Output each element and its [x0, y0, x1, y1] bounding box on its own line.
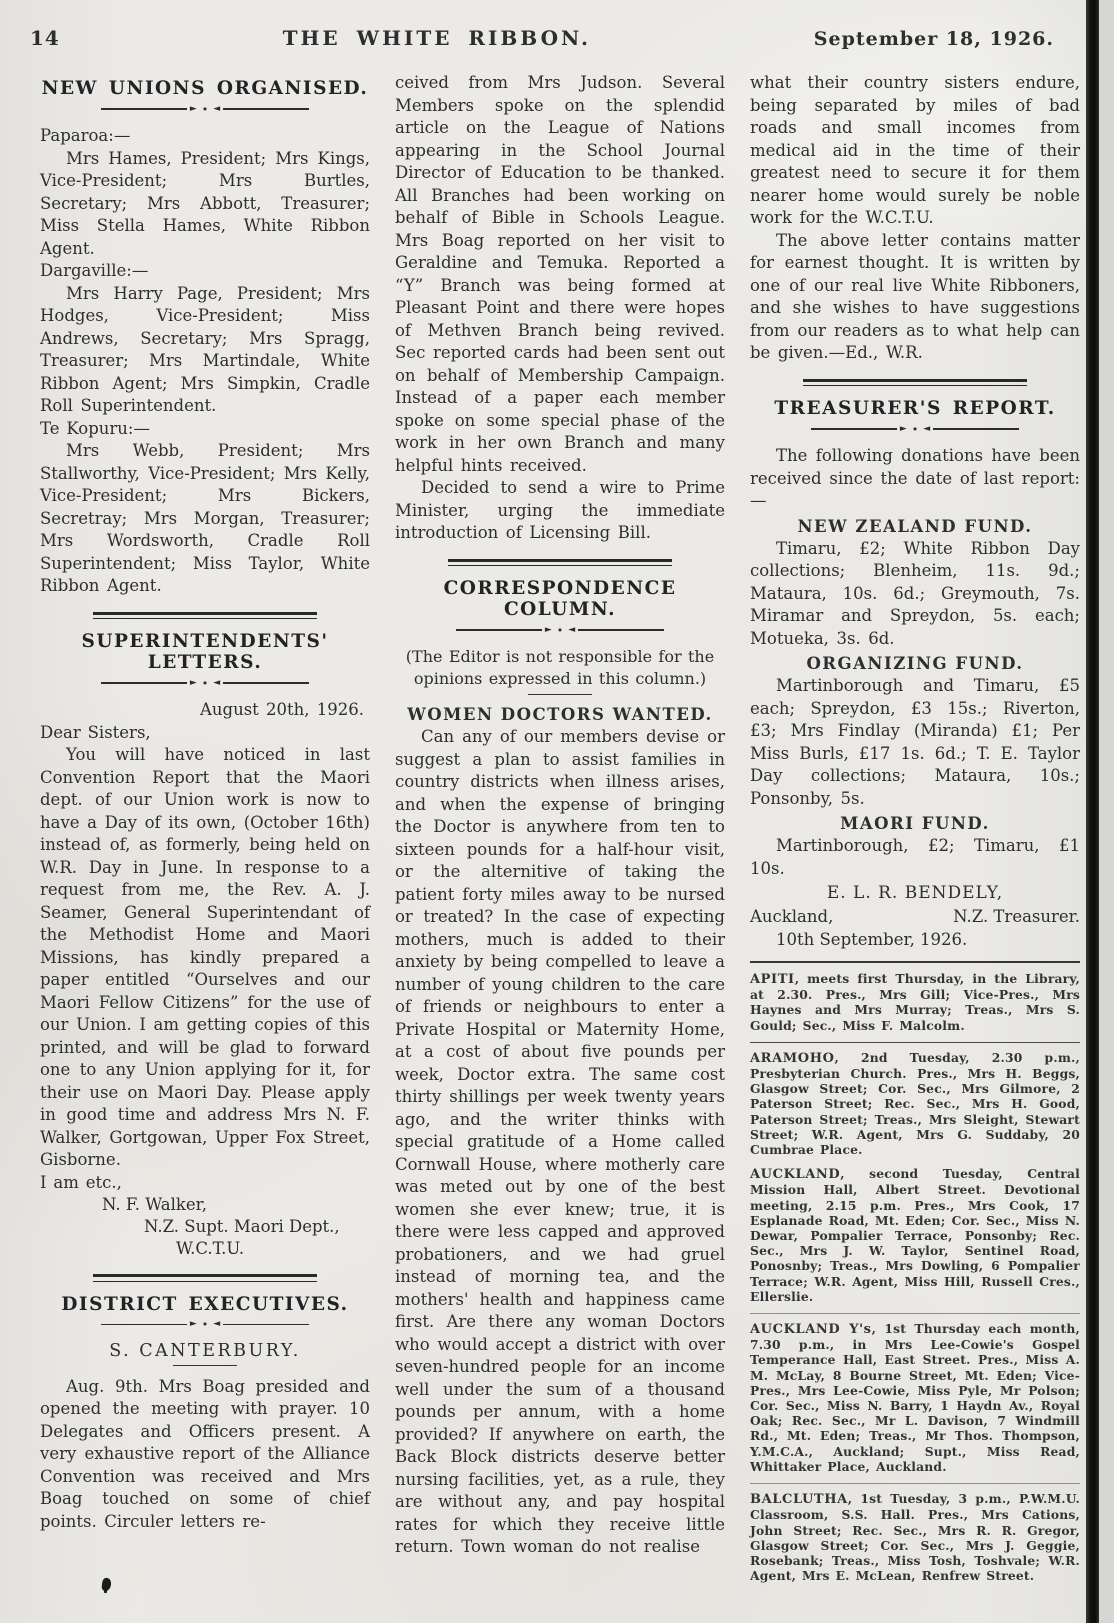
flourish-arrow-icon: ◄	[213, 103, 221, 114]
section-title-superintendents-letters: SUPERINTENDENTS' LETTERS.	[81, 631, 329, 673]
flourish-line	[101, 682, 187, 684]
flourish-arrow-icon: ►	[189, 1319, 197, 1329]
directory-entry-text: , second Tuesday, Central Mission Hall, Albert Street. Devotional meeting, 2.15 p.m. Pres., Mrs Cook, 17 Esplanade Road, Mt. Eden; Cor. Sec., Miss N. Dewar, Pompalier Terrace, Ponsonby; Rec. Sec., Mrs J. W. Taylor, Sentinel Road, Ponosnby; Treas., Mrs Dowling, 6 Pompalier Terrace; W.R. Agent, Miss Hill, Russell Cres., Ellerslie.	[750, 1166, 1080, 1304]
flourish-dot-icon: •	[201, 102, 209, 116]
flourish-line	[578, 629, 664, 631]
subheading-rule	[173, 1365, 237, 1366]
treasurer-signature-name: E. L. R. BENDELY,	[826, 883, 1004, 903]
section-divider-double-rule	[93, 612, 317, 620]
flourish-arrow-icon: ◄	[213, 677, 221, 688]
letter-closing: I am etc.,	[40, 1172, 122, 1192]
editor-note-paragraph: The above letter contains matter for earnest thought. It is written by one of our real live White Ribboners, and she wishes to have suggestions from our readers as to what help can be given.—Ed., W.R.	[750, 230, 1080, 362]
flourish-dot-icon: •	[201, 676, 209, 690]
article-title-women-doctors: WOMEN DOCTORS WANTED.	[407, 705, 713, 724]
heading-flourish	[58, 103, 352, 115]
directory-entry-name: APITI	[750, 972, 795, 987]
union-place-label: Dargaville:—	[40, 261, 149, 280]
wire-paragraph: Decided to send a wire to Prime Minister, urging the immediate introduction of Licensing Bill.	[395, 478, 725, 542]
treasurer-signature-date: 10th September, 1926.	[776, 930, 968, 949]
fund-donations-organizing: Martinborough and Timaru, £5 each; Spreydon, £3 15s.; Riverton, £3; Mrs Findlay (Miranda) £1; Per Miss Burls, £17 1s. 6d.; T. E. Taylor Day collections; Mataura, 10s.; Ponsonby, 5s.	[750, 676, 1080, 808]
union-officers-paragraph: Mrs Webb, President; Mrs Stallworthy, Vice-President; Mrs Kelly, Vice-President; Mrs Bickers, Secretray; Mrs Morgan, Treasurer; Mrs Wordsworth, Cradle Roll Superintendent; Miss Taylor, White Ribbon Agent.	[40, 441, 370, 595]
district-report-paragraph: Aug. 9th. Mrs Boag presided and opened the meeting with prayer. 10 Delegates and Officers present. A very exhaustive report of the Alliance Convention was received and Mrs Boag touched on some of chief points. Circuler letters re-	[40, 1376, 370, 1531]
issue-date: September 18, 1926.	[813, 28, 1054, 50]
directory-entry-auckland-ys	[750, 1321, 1080, 1474]
fund-donations-new-zealand: Timaru, £2; White Ribbon Day collections; Blenheim, 11s. 9d.; Mataura, 10s. 6d.; Greymouth, 7s. Miramar and Spreydon, 5s. each; Motueka, 3s. 6d.	[750, 538, 1080, 648]
letter-salutation: Dear Sisters,	[40, 722, 151, 742]
section-title-district-executives: DISTRICT EXECUTIVES.	[61, 1293, 349, 1315]
women-doctors-body: Can any of our members devise or suggest a plan to assist families in country districts when illness arises, and when the expense of bringing the Doctor is anywhere from ten to sixteen pounds for a half-hour visit, or the alternitive of taking the patient forty miles away to be nursed or treated? In the case of expecting mothers, much is added to their anxiety by being compelled to leave a number of young children to the care of friends or neighbours to enter a Private Hospital or Maternity Home, at a cost of about five pounds per week, Doctor extra. The same cost thirty shillings per week twenty years ago, and the writer thinks with special gratitude of a Home called Cornwall House, where motherly care was meted out by one of the best women she ever knew; true, it is there were less capped and approved probationers, and we had gruel instead of morning tea, and the mothers' health and happiness came first. Are there any woman Doctors who would accept a district with over seven-hundred people for an income well under the sum of a thousand pounds per annum, with a home provided? If anywhere on earth, the Back Block districts deserve better nursing facilities, yet, as a rule, they are without any, and pay hospital rates for which they receive little return. Town woman do not realise	[395, 727, 725, 1556]
directory-entry-auckland	[750, 1166, 1080, 1304]
heading-flourish	[768, 423, 1062, 435]
flourish-line	[456, 629, 542, 631]
flourish-arrow-icon: ◄	[923, 423, 931, 434]
union-place-label: Te Kopuru:—	[40, 418, 150, 438]
directory-entry-name: AUCKLAND Y's	[750, 1322, 872, 1338]
treasurers-intro: The following donations have been received since the date of last report:—	[750, 446, 1080, 510]
fund-title-new-zealand: NEW ZEALAND FUND.	[797, 516, 1033, 536]
directory-entry-balclutha	[750, 1491, 1080, 1583]
flourish-line	[101, 108, 187, 110]
directory-entry-text: , 1st Tuesday, 3 p.m., P.W.M.U. Classroom, S.S. Hall. Pres., Mrs Cations, John Street; Rec. Sec., Mrs R. R. Gregor, Glasgow Street; Cor. Sec., Mrs J. Geggie, Rosebank; Treas., Miss Tosh, Toshvale; W.R. Agent, Mrs E. McLean, Renfrew Street.	[750, 1491, 1080, 1584]
treasurer-signature-row	[750, 905, 1080, 928]
flourish-arrow-icon: ►	[544, 624, 552, 635]
directory-divider-rule	[750, 1042, 1080, 1043]
flourish-line	[223, 1324, 309, 1326]
directory-entry-text: , meets first Thursday, in the Library, at 2.30. Pres., Mrs Gill; Vice-Pres., Mrs Haynes and Mrs Murray; Treas., Mrs S. Gould; Sec., Miss F. Malcolm.	[750, 971, 1080, 1033]
scan-edge-strip	[1086, 0, 1099, 1623]
heading-flourish	[58, 677, 352, 689]
column-2	[395, 72, 725, 1592]
letter-body-paragraph: You will have noticed in last Convention Report that the Maori dept. of our Union work is now to have a Day of its own, (October 16th) instead of, as formerly, being held on W.R. Day in June. In response to a request from me, the Rev. A. J. Seamer, General Superintendant of the Methodist Home and Maori Missions, has kindly prepared a paper entitled “Ourselves and our Maori Fellow Citizens” for the use of our Union. I am getting copies of this printed, and will be glad to forward one to any Union applying for it, for their use on Maori Day. Please apply in good time and address Mrs N. F. Walker, Gortgowan, Upper Fox Street, Gisborne.	[40, 745, 370, 1169]
section-title-new-unions: NEW UNIONS ORGANISED.	[41, 78, 369, 99]
district-report-continuation: ceived from Mrs Judson. Several Members spoke on the splendid article on the League of Nations appearing in the School Journal Director of Education to be thanked. All Branches had been working on behalf of Bible in Schools League. Mrs Boag reported on her visit to Geraldine and Temuka. Reported a “Y” Branch was being formed at Pleasant Point and there were hopes of Methven Branch being revived. Sec reported cards had been sent out on behalf of Membership Campaign. Instead of a paper each member spoke on some special phase of the work in her own Branch and many helpful hints received.	[395, 73, 725, 475]
heading-flourish	[413, 624, 707, 636]
flourish-arrow-icon: ►	[189, 103, 197, 114]
flourish-line	[811, 428, 897, 430]
fund-donations-maori: Martinborough, £2; Timaru, £1 10s.	[750, 836, 1080, 878]
union-place-label: Paparoa:—	[40, 126, 131, 145]
union-officers-paragraph: Mrs Harry Page, President; Mrs Hodges, Vice-President; Miss Andrews, Secretary; Mrs Spragg, Treasurer; Mrs Martindale, White Ribbon Agent; Mrs Simpkin, Cradle Roll Superintendent.	[40, 283, 370, 415]
directory-entry-name: BALCLUTHA	[750, 1492, 848, 1508]
union-officers-paragraph: Mrs Hames, President; Mrs Kings, Vice-President; Mrs Burtles, Secretary; Mrs Abbott, Treasurer; Miss Stella Hames, White Ribbon Agent.	[40, 148, 370, 258]
column-3	[750, 72, 1080, 1592]
flourish-line	[933, 428, 1019, 430]
treasurer-signature-title: N.Z. Treasurer.	[953, 907, 1080, 926]
directory-top-rule	[750, 961, 1080, 963]
directory-divider-rule	[750, 1313, 1080, 1314]
subheading-rule	[528, 694, 592, 695]
directory-entry-text: , 2nd Tuesday, 2.30 p.m., Presbyterian Church. Pres., Mrs H. Beggs, Glasgow Street; Cor. Sec., Mrs Gilmore, 2 Paterson Street; Rec. Sec., Mrs H. Good, Paterson Street; Treas., Mrs Sleight, Stewart Street; W.R. Agent, Mrs G. Suddaby, 20 Cumbrae Place.	[750, 1049, 1080, 1158]
letter-signature-org: W.C.T.U.	[176, 1239, 245, 1258]
flourish-line	[101, 1324, 187, 1326]
directory-entry-text: , 1st Thursday each month, 7.30 p.m., in Mrs Lee-Cowie's Gospel Temperance Hall, East Street. Pres., Miss A. M. McLay, 8 Bourne Street, Mt. Eden; Vice-Pres., Mrs Lee-Cowie, Miss Pyle, Mr Polson; Cor. Sec., Miss N. Barry, 1 Haydn Av., Royal Oak; Rec. Sec., Mr L. Davison, 7 Windmill Rd., Mt. Eden; Treas., Mr Thos. Thompson, Y.M.C.A., Auckland; Supt., Miss Read, Whittaker Place, Auckland.	[750, 1321, 1081, 1474]
letter-date: August 20th, 1926.	[199, 700, 364, 719]
page-header	[30, 26, 1054, 60]
flourish-dot-icon: •	[911, 422, 919, 436]
section-divider-double-rule	[448, 559, 672, 567]
flourish-dot-icon: •	[201, 1318, 209, 1331]
directory-entry-apiti	[750, 971, 1080, 1033]
flourish-arrow-icon: ◄	[568, 624, 576, 635]
flourish-arrow-icon: ◄	[213, 1319, 221, 1329]
fund-title-maori: MAORI FUND.	[840, 814, 990, 833]
flourish-line	[223, 108, 309, 110]
section-divider-double-rule	[93, 1274, 317, 1282]
letter-signature-name: N. F. Walker,	[102, 1195, 207, 1214]
directory-entry-name: AUCKLAND	[750, 1167, 841, 1183]
directory-entry-aramoho	[750, 1050, 1080, 1157]
flourish-line	[223, 682, 309, 684]
directory-divider-rule	[750, 1483, 1080, 1484]
page-number: 14	[30, 26, 60, 50]
masthead-title: THE WHITE RIBBON.	[282, 26, 591, 50]
flourish-arrow-icon: ►	[899, 423, 907, 434]
flourish-dot-icon: •	[556, 623, 564, 637]
editor-disclaimer: (The Editor is not responsible for the opinions expressed in this column.)	[405, 647, 715, 688]
fund-title-organizing: ORGANIZING FUND.	[806, 654, 1024, 673]
letter-signature-title: N.Z. Supt. Maori Dept.,	[144, 1217, 340, 1236]
section-title-correspondence-column: CORRESPONDENCE COLUMN.	[443, 578, 677, 620]
treasurer-signature-place: Auckland,	[750, 907, 834, 926]
article-columns	[40, 72, 1080, 1592]
heading-flourish	[58, 1319, 352, 1331]
subsection-title-s-canterbury: S. CANTERBURY.	[109, 1340, 301, 1361]
flourish-arrow-icon: ►	[189, 677, 197, 688]
scan-edge-margin	[1099, 0, 1114, 1623]
letter-end-paragraph: what their country sisters endure, being separated by miles of bad roads and small incomes from medical aid in the time of their greatest need to secure it for them nearer home would surely be noble work for the W.C.T.U.	[750, 73, 1080, 227]
column-1	[40, 72, 370, 1592]
section-title-treasurers-report: TREASURER'S REPORT.	[774, 398, 1056, 419]
directory-entry-name: ARAMOHO	[750, 1050, 835, 1066]
section-divider-double-rule	[803, 379, 1027, 387]
